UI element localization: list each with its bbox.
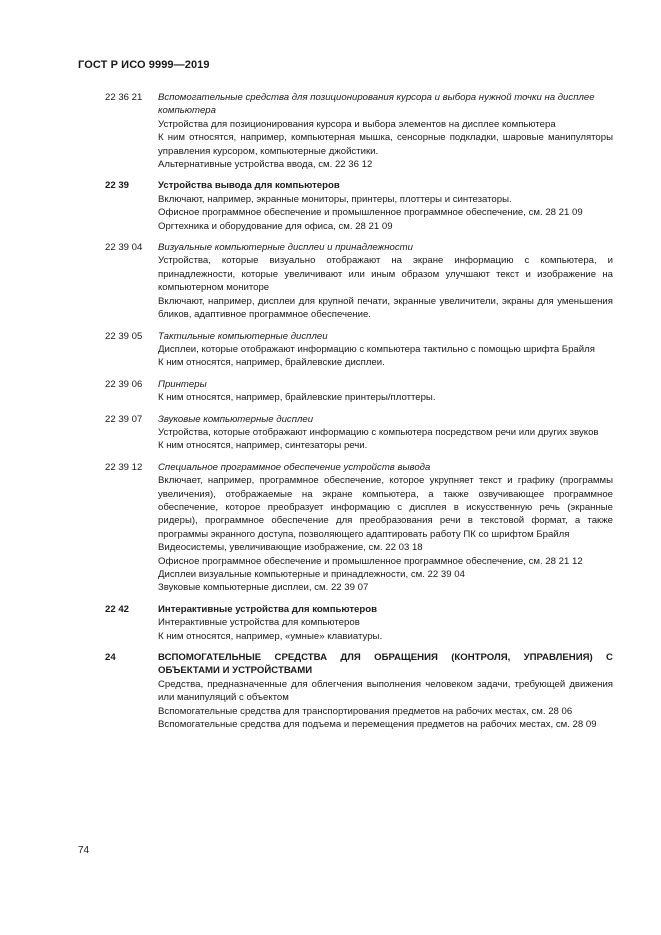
entry-22-36-21 [0, 91, 661, 171]
entry-line: К ним относятся, например, брайлевские дисплеи. [158, 357, 385, 369]
entry-title: Звуковые компьютерные дисплеи [158, 413, 314, 425]
entry-body [158, 413, 613, 453]
entry-body [158, 461, 613, 595]
entry-line: Устройства для позиционирования курсора и выбора элементов на дисплее компьютера [158, 118, 556, 130]
entry-line: Включают, например, экранные мониторы, принтеры, плоттеры и синтезаторы. [158, 193, 512, 205]
entry-line: К ним относятся, например, компьютерная мышка, сенсорные подкладки, шаровые манипуляторы управления курсором, компьютерные джойстики. [158, 132, 613, 157]
entry-body [158, 330, 613, 370]
entry-line: Дисплеи, которые отображают информацию с компьютера тактильно с помощью шрифта Брайля [158, 343, 595, 355]
entry-title: Визуальные компьютерные дисплеи и принадлежности [158, 242, 413, 254]
entry-line: Видеосистемы, увеличивающие изображение, см. 22 03 18 [158, 542, 423, 554]
classification-entries [0, 91, 661, 739]
entry-code: 22 39 04 [105, 242, 143, 254]
entry-22-39-12 [0, 461, 661, 595]
entry-line: Интерактивные устройства для компьютеров [158, 617, 360, 629]
entry-body [158, 179, 613, 233]
entry-code: 22 39 05 [105, 330, 143, 342]
entry-line: Включает, например, программное обеспечение, которое укрупняет текст и графику (программы увеличения), отображаемые на экране компьютера, а также озвучивающее программное обеспечение, которое преобразует информацию с дисплея в искусственную речь (экранные ридеры), программное обеспечение для преобразования речи в текстовой формат, а также программы экранного доступа, позволяющего адаптировать работу ПК со шрифтом Брайля [158, 475, 613, 540]
entry-code: 22 36 21 [105, 92, 143, 103]
entry-body [158, 91, 613, 171]
entry-line: Средства, предназначенные для облегчения выполнения человеком задачи, требующей движения или манипуляций с объектом [158, 678, 613, 704]
entry-code: 22 42 [105, 603, 130, 615]
document-header: ГОСТ Р ИСО 9999—2019 [78, 59, 210, 71]
entry-line: Офисное программное обеспечение и промышленное программное обеспечение, см. 28 21 12 [158, 555, 583, 567]
entry-title: Принтеры [158, 378, 207, 390]
entry-line: Офисное программное обеспечение и промышленное программное обеспечение, см. 28 21 09 [158, 207, 583, 219]
entry-22-39 [0, 179, 661, 233]
entry-line: Дисплеи визуальные компьютерные и принадлежности, см. 22 39 04 [158, 569, 465, 580]
entry-line: К ним относятся, например, синтезаторы речи. [158, 440, 368, 452]
entry-title: Интерактивные устройства для компьютеров [158, 603, 378, 615]
entry-22-42 [0, 603, 661, 643]
entry-line: К ним относятся, например, брайлевские принтеры/плоттеры. [158, 392, 436, 404]
entry-body [158, 241, 613, 321]
entry-title: Специальное программное обеспечение устройств вывода [158, 461, 431, 473]
entry-22-39-05 [0, 330, 661, 370]
entry-body [158, 603, 613, 643]
entry-line: Альтернативные устройства ввода, см. 22 36 12 [158, 159, 373, 171]
entry-line: Устройства, которые отображают информацию с компьютера посредством речи или других звуков [158, 426, 599, 438]
entry-title: Вспомогательные средства для позиционирования курсора и выбора нужной точки на дисплее компьютера [158, 92, 595, 117]
entry-line: Оргтехника и оборудование для офиса, см. 28 21 09 [158, 220, 393, 232]
entry-line: Включают, например, дисплеи для крупной печати, экранные увеличители, экраны для уменьшения бликов, адаптивное программное обеспечение. [158, 295, 613, 321]
entry-22-39-07 [0, 413, 661, 453]
entry-code: 22 39 07 [105, 413, 143, 425]
entry-code: 22 39 [105, 180, 130, 192]
entry-22-39-04 [0, 241, 661, 321]
entry-code: 24 [105, 652, 116, 664]
entry-22-39-06 [0, 378, 661, 405]
entry-24 [0, 651, 661, 731]
entry-title: Устройства вывода для компьютеров [158, 180, 340, 192]
entry-code: 22 39 06 [105, 378, 143, 390]
entry-code: 22 39 12 [105, 461, 143, 473]
entry-title: ВСПОМОГАТЕЛЬНЫЕ СРЕДСТВА ДЛЯ ОБРАЩЕНИЯ (КОНТРОЛЯ, УПРАВЛЕНИЯ) С ОБЪЕКТАМИ И УСТРОЙСТВАМИ [158, 652, 613, 677]
entry-line: Звуковые компьютерные дисплеи, см. 22 39 07 [158, 582, 369, 594]
entry-line: К ним относятся, например, «умные» клавиатуры. [158, 630, 383, 642]
entry-line: Устройства, которые визуально отображают на экране информацию с компьютера, и принадлежности, которые увеличивают или иным образом улучшают текст и изображение на компьютерном мониторе [158, 255, 613, 294]
entry-line: Вспомогательные средства для подъема и перемещения предметов на рабочих местах, см. 28 09 [158, 719, 597, 731]
entry-body [158, 378, 613, 405]
entry-title: Тактильные компьютерные дисплеи [158, 330, 328, 342]
entry-line: Вспомогательные средства для транспортирования предметов на рабочих местах, см. 28 06 [158, 705, 573, 717]
entry-body [158, 651, 613, 731]
page-number: 74 [78, 845, 90, 856]
